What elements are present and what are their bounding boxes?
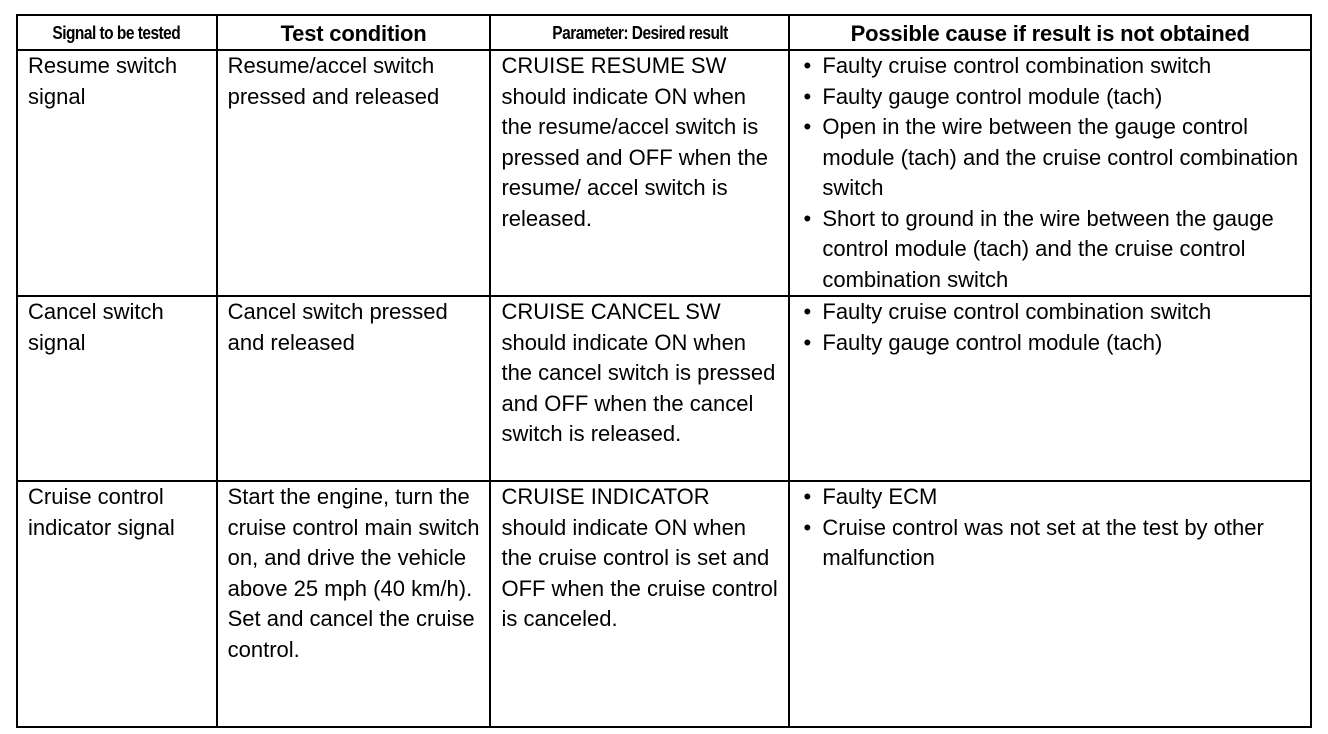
signal-cell <box>17 481 217 727</box>
cause-item <box>800 297 1302 328</box>
result-cell <box>490 481 789 727</box>
header-condition: Test condition <box>217 15 491 50</box>
header-parameter: Parameter: Desired result <box>490 15 789 50</box>
header-signal: Signal to be tested <box>17 15 217 50</box>
result-cell <box>490 50 789 296</box>
bullet-icon: • <box>803 83 812 109</box>
condition-text: Resume/accel switch pressed and released <box>227 53 440 109</box>
bullet-icon: • <box>803 514 812 540</box>
cause-text: Faulty cruise control combination switch <box>822 299 1212 324</box>
cause-item <box>800 328 1302 359</box>
result-text: CRUISE CANCEL SW should indicate ON when the cancel switch is pressed and OFF when the cancel switch is released. <box>501 299 776 446</box>
cause-text: Faulty ECM <box>822 484 938 509</box>
cause-text: Faulty gauge control module (tach) <box>822 329 1163 355</box>
condition-text: Cancel switch pressed and released <box>227 299 448 355</box>
result-cell <box>490 296 789 481</box>
cause-text: Short to ground in the wire between the gauge control module (tach) and the cruise control combination switch <box>822 205 1274 292</box>
cause-text: Open in the wire between the gauge control module (tach) and the cruise control combination switch <box>822 114 1299 200</box>
condition-cell <box>217 481 491 727</box>
bullet-icon: • <box>803 329 812 355</box>
signal-text: Cruise control indicator signal <box>28 484 175 540</box>
troubleshooting-table-page <box>16 14 1312 720</box>
cause-item <box>800 82 1302 113</box>
condition-cell <box>217 50 491 296</box>
signal-cell <box>17 296 217 481</box>
table-row <box>17 481 1311 727</box>
header-cause: Possible cause if result is not obtained <box>789 15 1311 50</box>
table-row <box>17 50 1311 296</box>
table-row <box>17 296 1311 481</box>
cause-item <box>800 513 1302 574</box>
cause-cell <box>789 481 1311 727</box>
table-header-row <box>17 15 1311 50</box>
cause-text: Faulty gauge control module (tach) <box>822 83 1163 109</box>
bullet-icon: • <box>803 205 812 231</box>
condition-text: Start the engine, turn the cruise control main switch on, and drive the vehicle above 25 mph (40 km/h). Set and cancel the cruise control. <box>227 484 480 662</box>
result-text: CRUISE INDICATOR should indicate ON when the cruise control is set and OFF when the cruise control is canceled. <box>501 484 778 631</box>
signal-text: Resume switch signal <box>28 53 178 109</box>
cause-item <box>800 112 1302 204</box>
cause-cell <box>789 296 1311 481</box>
condition-cell <box>217 296 491 481</box>
cause-item <box>800 204 1302 296</box>
cause-cell <box>789 50 1311 296</box>
signal-cell <box>17 50 217 296</box>
cause-text: Cruise control was not set at the test by other malfunction <box>822 514 1264 570</box>
bullet-icon: • <box>803 114 812 139</box>
cause-text: Faulty cruise control combination switch <box>822 53 1212 78</box>
cause-item <box>800 482 1302 513</box>
cause-list <box>800 482 1302 574</box>
signal-test-table <box>16 14 1312 728</box>
cause-item <box>800 51 1302 82</box>
result-text: CRUISE RESUME SW should indicate ON when the resume/accel switch is pressed and OFF when the resume/ accel switch is released. <box>501 53 769 231</box>
cause-list <box>800 297 1302 358</box>
bullet-icon: • <box>803 299 812 324</box>
cause-list <box>800 51 1302 295</box>
bullet-icon: • <box>803 53 812 78</box>
signal-text: Cancel switch signal <box>28 299 164 355</box>
bullet-icon: • <box>803 484 812 509</box>
